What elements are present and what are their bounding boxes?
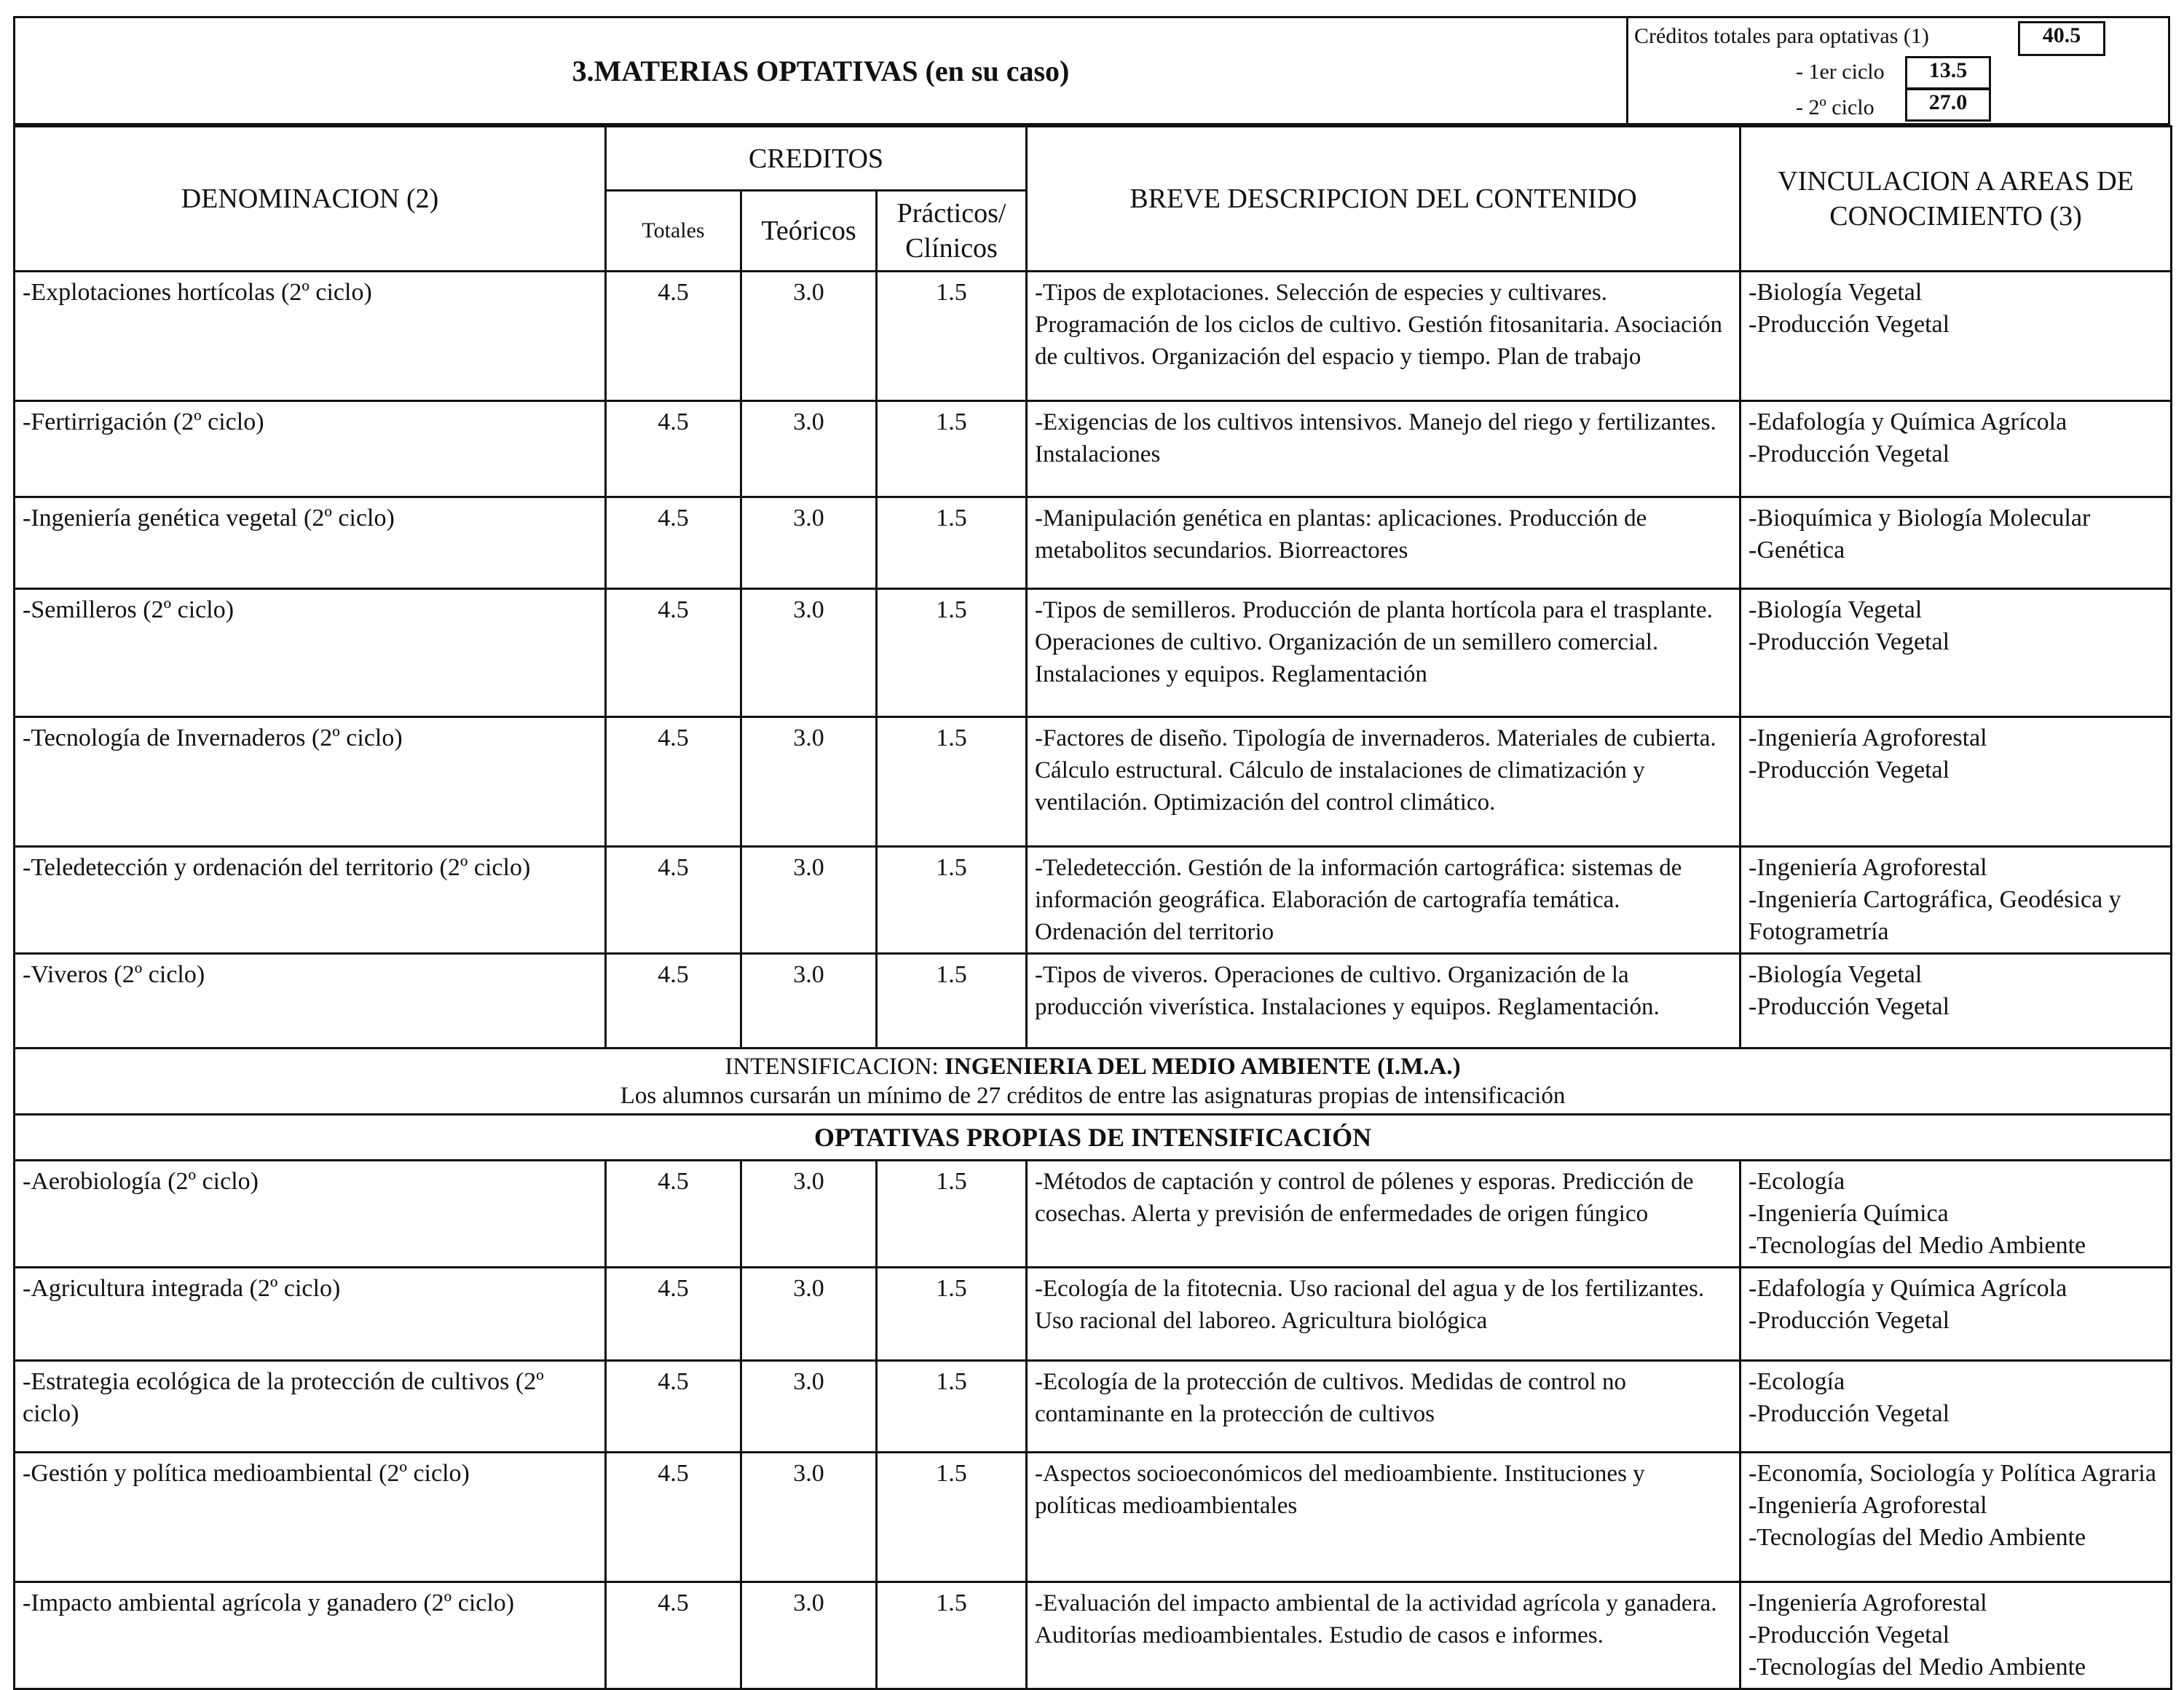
- description: -Tipos de explotaciones. Selección de especies y cultivares. Programación de los ciclos de cultivo. Gestión fitosanitaria. Asociación de cultivos. Organización del espacio y tiempo. Plan de trabajo: [1027, 272, 1741, 401]
- ciclo2-value: 27.0: [1905, 88, 1991, 122]
- area-item: -Ingeniería Agroforestal: [1749, 1492, 1987, 1519]
- description: -Tipos de viveros. Operaciones de cultivo. Organización de la producción viverística. Instalaciones y equipos. Reglamentación.: [1027, 954, 1741, 1049]
- credits-total-label: Créditos totales para optativas (1): [1634, 24, 1929, 48]
- credits-total-value: 40.5: [2018, 21, 2105, 56]
- credits-totales: 4.5: [606, 1161, 741, 1268]
- knowledge-areas: [1741, 1361, 2172, 1453]
- credits-teoricos: 3.0: [741, 1268, 877, 1361]
- col-vinculacion: VINCULACION A AREAS DE CONOCIMIENTO (3): [1741, 127, 2172, 272]
- credits-practicos: 1.5: [877, 954, 1027, 1049]
- subject-name: -Tecnología de Invernaderos (2º ciclo): [15, 717, 606, 847]
- intensificacion-note: Los alumnos cursarán un mínimo de 27 créditos de entre las asignaturas propias de intensificación: [620, 1083, 1566, 1109]
- table-row: [15, 401, 2172, 497]
- credits-practicos: 1.5: [877, 847, 1027, 954]
- knowledge-areas: [1741, 1268, 2172, 1361]
- credits-totales: 4.5: [606, 401, 741, 497]
- col-practicos: Prácticos/ Clínicos: [877, 191, 1027, 272]
- credits-totales: 4.5: [606, 1268, 741, 1361]
- knowledge-areas: [1741, 497, 2172, 589]
- credits-teoricos: 3.0: [741, 1582, 877, 1689]
- subject-name: -Ingeniería genética vegetal (2º ciclo): [15, 497, 606, 589]
- intensificacion-band: [15, 1049, 2172, 1115]
- col-teoricos: Teóricos: [741, 191, 877, 272]
- intensificacion-subheader: OPTATIVAS PROPIAS DE INTENSIFICACIÓN: [15, 1115, 2172, 1161]
- knowledge-areas: [1741, 1161, 2172, 1268]
- col-denominacion: DENOMINACION (2): [15, 127, 606, 272]
- area-item: -Tecnologías del Medio Ambiente: [1749, 1654, 2086, 1681]
- intensificacion-rows: [15, 1161, 2172, 1689]
- description: -Métodos de captación y control de pólenes y esporas. Predicción de cosechas. Alerta y previsión de enfermedades de origen fúngico: [1027, 1161, 1741, 1268]
- description: -Ecología de la fitotecnia. Uso racional del agua y de los fertilizantes. Uso racional del laboreo. Agricultura biológica: [1027, 1268, 1741, 1361]
- page-title: 3.MATERIAS OPTATIVAS (en su caso): [572, 54, 1070, 87]
- subject-name: -Gestión y política medioambiental (2º ciclo): [15, 1453, 606, 1582]
- optativas-table: [13, 125, 2172, 1690]
- table-row: [15, 497, 2172, 589]
- credits-teoricos: 3.0: [741, 847, 877, 954]
- credits-totales: 4.5: [606, 717, 741, 847]
- credits-teoricos: 3.0: [741, 1361, 877, 1453]
- credits-teoricos: 3.0: [741, 1161, 877, 1268]
- subject-name: -Semilleros (2º ciclo): [15, 589, 606, 717]
- table-row: [15, 847, 2172, 954]
- description: -Factores de diseño. Tipología de invernaderos. Materiales de cubierta. Cálculo estructural. Cálculo de instalaciones de climatización y ventilación. Optimización del control climático.: [1027, 717, 1741, 847]
- credits-totales: 4.5: [606, 1582, 741, 1689]
- subject-name: -Agricultura integrada (2º ciclo): [15, 1268, 606, 1361]
- table-row: [15, 1161, 2172, 1268]
- area-item: -Producción Vegetal: [1749, 757, 1950, 783]
- credits-summary: [1626, 18, 2175, 123]
- document-page: [13, 16, 2170, 1690]
- ciclo1-label: - 1er ciclo: [1796, 60, 1885, 84]
- col-totales: Totales: [606, 191, 741, 272]
- ciclo2-label: - 2º ciclo: [1796, 95, 1874, 119]
- knowledge-areas: [1741, 1453, 2172, 1582]
- credits-teoricos: 3.0: [741, 497, 877, 589]
- area-item: -Ingeniería Agroforestal: [1749, 854, 1987, 881]
- subject-name: -Impacto ambiental agrícola y ganadero (2º ciclo): [15, 1582, 606, 1689]
- table-row: [15, 272, 2172, 401]
- description: -Aspectos socioeconómicos del medioambiente. Instituciones y políticas medioambientales: [1027, 1453, 1741, 1582]
- credits-totales: 4.5: [606, 272, 741, 401]
- area-item: -Ecología: [1749, 1368, 1845, 1395]
- area-item: -Ingeniería Agroforestal: [1749, 1590, 1987, 1616]
- credits-teoricos: 3.0: [741, 717, 877, 847]
- credits-practicos: 1.5: [877, 1582, 1027, 1689]
- credits-practicos: 1.5: [877, 272, 1027, 401]
- credits-practicos: 1.5: [877, 1361, 1027, 1453]
- intensificacion-prefix: INTENSIFICACION:: [725, 1054, 939, 1080]
- area-item: -Ingeniería Química: [1749, 1200, 1949, 1227]
- area-item: -Tecnologías del Medio Ambiente: [1749, 1524, 2086, 1551]
- area-item: -Producción Vegetal: [1749, 993, 1950, 1020]
- credits-teoricos: 3.0: [741, 1453, 877, 1582]
- credits-teoricos: 3.0: [741, 272, 877, 401]
- credits-totales: 4.5: [606, 497, 741, 589]
- knowledge-areas: [1741, 401, 2172, 497]
- credits-practicos: 1.5: [877, 589, 1027, 717]
- table-row: [15, 954, 2172, 1049]
- table-row: [15, 589, 2172, 717]
- area-item: -Economía, Sociología y Política Agraria: [1749, 1460, 2156, 1487]
- area-item: -Producción Vegetal: [1749, 311, 1950, 338]
- description: -Exigencias de los cultivos intensivos. Manejo del riego y fertilizantes. Instalaciones: [1027, 401, 1741, 497]
- area-item: -Biología Vegetal: [1749, 279, 1923, 306]
- credits-practicos: 1.5: [877, 1268, 1027, 1361]
- area-item: -Bioquímica y Biología Molecular: [1749, 505, 2091, 532]
- subject-name: -Fertirrigación (2º ciclo): [15, 401, 606, 497]
- ciclo1-value: 13.5: [1905, 56, 1991, 90]
- credits-practicos: 1.5: [877, 717, 1027, 847]
- subject-name: -Viveros (2º ciclo): [15, 954, 606, 1049]
- description: -Evaluación del impacto ambiental de la actividad agrícola y ganadera. Auditorías medioambientales. Estudio de casos e informes.: [1027, 1582, 1741, 1689]
- area-item: -Ingeniería Agroforestal: [1749, 724, 1987, 751]
- area-item: -Biología Vegetal: [1749, 961, 1923, 988]
- knowledge-areas: [1741, 847, 2172, 954]
- description: -Ecología de la protección de cultivos. Medidas de control no contaminante en la protección de cultivos: [1027, 1361, 1741, 1453]
- area-item: -Producción Vegetal: [1749, 1400, 1950, 1427]
- credits-totales: 4.5: [606, 847, 741, 954]
- area-item: -Edafología y Química Agrícola: [1749, 1275, 2067, 1302]
- knowledge-areas: [1741, 589, 2172, 717]
- credits-teoricos: 3.0: [741, 954, 877, 1049]
- description: -Teledetección. Gestión de la información cartográfica: sistemas de información geográfica. Elaboración de cartografía temática. Ordenación del territorio: [1027, 847, 1741, 954]
- subject-name: -Teledetección y ordenación del territorio (2º ciclo): [15, 847, 606, 954]
- knowledge-areas: [1741, 717, 2172, 847]
- area-item: -Producción Vegetal: [1749, 1622, 1950, 1648]
- credits-totales: 4.5: [606, 1453, 741, 1582]
- area-item: -Producción Vegetal: [1749, 628, 1950, 655]
- subject-name: -Aerobiología (2º ciclo): [15, 1161, 606, 1268]
- table-row: [15, 717, 2172, 847]
- area-item: -Genética: [1749, 537, 1845, 564]
- area-item: -Producción Vegetal: [1749, 441, 1950, 467]
- area-item: -Ingeniería Cartográfica, Geodésica y Fotogrametría: [1749, 886, 2121, 945]
- credits-practicos: 1.5: [877, 497, 1027, 589]
- knowledge-areas: [1741, 954, 2172, 1049]
- area-item: -Edafología y Química Agrícola: [1749, 408, 2067, 435]
- table-row: [15, 1582, 2172, 1689]
- table-row: [15, 1453, 2172, 1582]
- credits-totales: 4.5: [606, 1361, 741, 1453]
- credits-practicos: 1.5: [877, 1161, 1027, 1268]
- credits-totales: 4.5: [606, 954, 741, 1049]
- description: -Manipulación genética en plantas: aplicaciones. Producción de metabolitos secundarios. Biorreactores: [1027, 497, 1741, 589]
- table-row: [15, 1361, 2172, 1453]
- subject-name: -Explotaciones hortícolas (2º ciclo): [15, 272, 606, 401]
- intensificacion-name: INGENIERIA DEL MEDIO AMBIENTE (I.M.A.): [944, 1054, 1461, 1080]
- col-creditos: CREDITOS: [606, 127, 1027, 191]
- area-item: -Biología Vegetal: [1749, 596, 1923, 623]
- table-row: [15, 1268, 2172, 1361]
- header-block: [13, 16, 2170, 125]
- credits-totales: 4.5: [606, 589, 741, 717]
- knowledge-areas: [1741, 1582, 2172, 1689]
- credits-practicos: 1.5: [877, 401, 1027, 497]
- optativas-rows: [15, 272, 2172, 1049]
- knowledge-areas: [1741, 272, 2172, 401]
- area-item: -Producción Vegetal: [1749, 1307, 1950, 1334]
- credits-practicos: 1.5: [877, 1453, 1027, 1582]
- credits-teoricos: 3.0: [741, 401, 877, 497]
- description: -Tipos de semilleros. Producción de planta hortícola para el trasplante. Operaciones de cultivo. Organización de un semillero comercial. Instalaciones y equipos. Reglamentación: [1027, 589, 1741, 717]
- col-descripcion: BREVE DESCRIPCION DEL CONTENIDO: [1027, 127, 1741, 272]
- credits-teoricos: 3.0: [741, 589, 877, 717]
- area-item: -Tecnologías del Medio Ambiente: [1749, 1232, 2086, 1259]
- subject-name: -Estrategia ecológica de la protección de cultivos (2º ciclo): [15, 1361, 606, 1453]
- area-item: -Ecología: [1749, 1168, 1845, 1195]
